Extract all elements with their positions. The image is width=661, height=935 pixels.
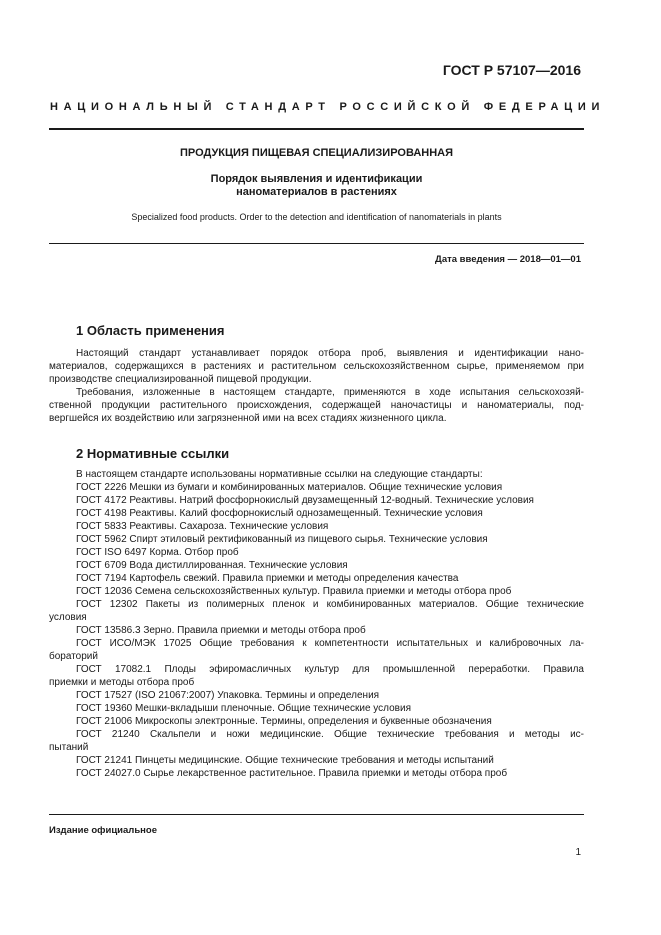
reference-item: ГОСТ 4172 Реактивы. Натрий фосфорнокислый двузамещенный 12-водный. Технические условия <box>76 495 534 506</box>
text-line: Настоящий стандарт устанавливает порядок отбора проб, выявления и идентификации нано- <box>76 348 584 359</box>
section-1-paragraph-2 <box>49 386 584 425</box>
reference-item: ГОСТ 12302 Пакеты из полимерных пленок и комбинированных материалов. Общие технические <box>76 599 584 610</box>
reference-item: ГОСТ 21006 Микроскопы электронные. Термины, определения и буквенные обозначения <box>76 716 492 727</box>
subtitle-line-1: Порядок выявления и идентификации <box>210 173 423 185</box>
reference-intro: В настоящем стандарте использованы нормативные ссылки на следующие стандарты: <box>76 469 483 480</box>
text-line: вергшейся их воздействию или загрязненной ими на всех стадиях жизненного цикла. <box>49 413 447 424</box>
section-1-heading: 1 Область применения <box>76 323 225 338</box>
english-title: Specialized food products. Order to the detection and identification of nanomaterials in plants <box>131 212 502 222</box>
text-line: Требования, изложенные в настоящем стандарте, применяются в ходе испытания сельскохозяй- <box>76 387 584 398</box>
subtitle-line-2: наноматериалов в растениях <box>236 186 397 198</box>
text-line: материалов, содержащихся в растениях и растительном сельскохозяйственном сырье, применяемом при <box>49 361 584 372</box>
document-title: ПРОДУКЦИЯ ПИЩЕВАЯ СПЕЦИАЛИЗИРОВАННАЯ <box>179 147 454 159</box>
reference-item-continued: приемки и методы отбора проб <box>49 677 195 688</box>
text-line: производстве специализированной пищевой продукции. <box>49 374 312 385</box>
reference-item-continued: условия <box>49 612 87 623</box>
section-1-paragraph-1 <box>49 347 584 386</box>
page-number: 1 <box>575 847 581 858</box>
reference-item: ГОСТ 2226 Мешки из бумаги и комбинированных материалов. Общие технические условия <box>76 482 503 493</box>
text-line: ственной продукции растительного происхождения, содержащей наночастицы и наноматериалы, под- <box>49 400 584 411</box>
official-edition-label: Издание официальное <box>49 825 157 836</box>
reference-item: ГОСТ 13586.3 Зерно. Правила приемки и методы отбора проб <box>76 625 366 636</box>
introduction-date: Дата введения — 2018—01—01 <box>435 254 581 265</box>
reference-item: ГОСТ ИСО/МЭК 17025 Общие требования к компетентности испытательных и калибровочных ла- <box>76 638 584 649</box>
title-rule <box>49 243 584 244</box>
reference-item: ГОСТ 7194 Картофель свежий. Правила приемки и методы определения качества <box>76 573 459 584</box>
national-standard-banner: НАЦИОНАЛЬНЫЙ СТАНДАРТ РОССИЙСКОЙ ФЕДЕРАЦИИ <box>50 101 606 113</box>
normative-references-list <box>49 468 584 780</box>
reference-item: ГОСТ 5833 Реактивы. Сахароза. Технические условия <box>76 521 329 532</box>
document-id: ГОСТ Р 57107—2016 <box>442 62 581 78</box>
reference-item: ГОСТ 21240 Скальпели и ножи медицинские. Общие технические требования и методы ис- <box>76 729 584 740</box>
reference-item-continued: пытаний <box>49 742 89 753</box>
footer-rule <box>49 814 584 815</box>
header-rule <box>49 128 584 130</box>
reference-item: ГОСТ 5962 Спирт этиловый ректификованный из пищевого сырья. Технические условия <box>76 534 488 545</box>
reference-item: ГОСТ 12036 Семена сельскохозяйственных культур. Правила приемки и методы отбора проб <box>76 586 512 597</box>
document-subtitle <box>49 173 584 199</box>
reference-item: ГОСТ 4198 Реактивы. Калий фосфорнокислый однозамещенный. Технические условия <box>76 508 483 519</box>
reference-item: ГОСТ 19360 Мешки-вкладыши пленочные. Общие технические условия <box>76 703 411 714</box>
reference-item-continued: бораторий <box>49 651 98 662</box>
reference-item: ГОСТ 21241 Пинцеты медицинские. Общие технические требования и методы испытаний <box>76 755 494 766</box>
section-2-heading: 2 Нормативные ссылки <box>76 446 230 461</box>
reference-item: ГОСТ 24027.0 Сырье лекарственное растительное. Правила приемки и методы отбора проб <box>76 768 508 779</box>
reference-item: ГОСТ 6709 Вода дистиллированная. Технические условия <box>76 560 348 571</box>
reference-item: ГОСТ 17527 (ISO 21067:2007) Упаковка. Термины и определения <box>76 690 380 701</box>
reference-item: ГОСТ ISO 6497 Корма. Отбор проб <box>76 547 239 558</box>
reference-item: ГОСТ 17082.1 Плоды эфиромасличных культур для промышленной переработки. Правила <box>76 664 584 675</box>
